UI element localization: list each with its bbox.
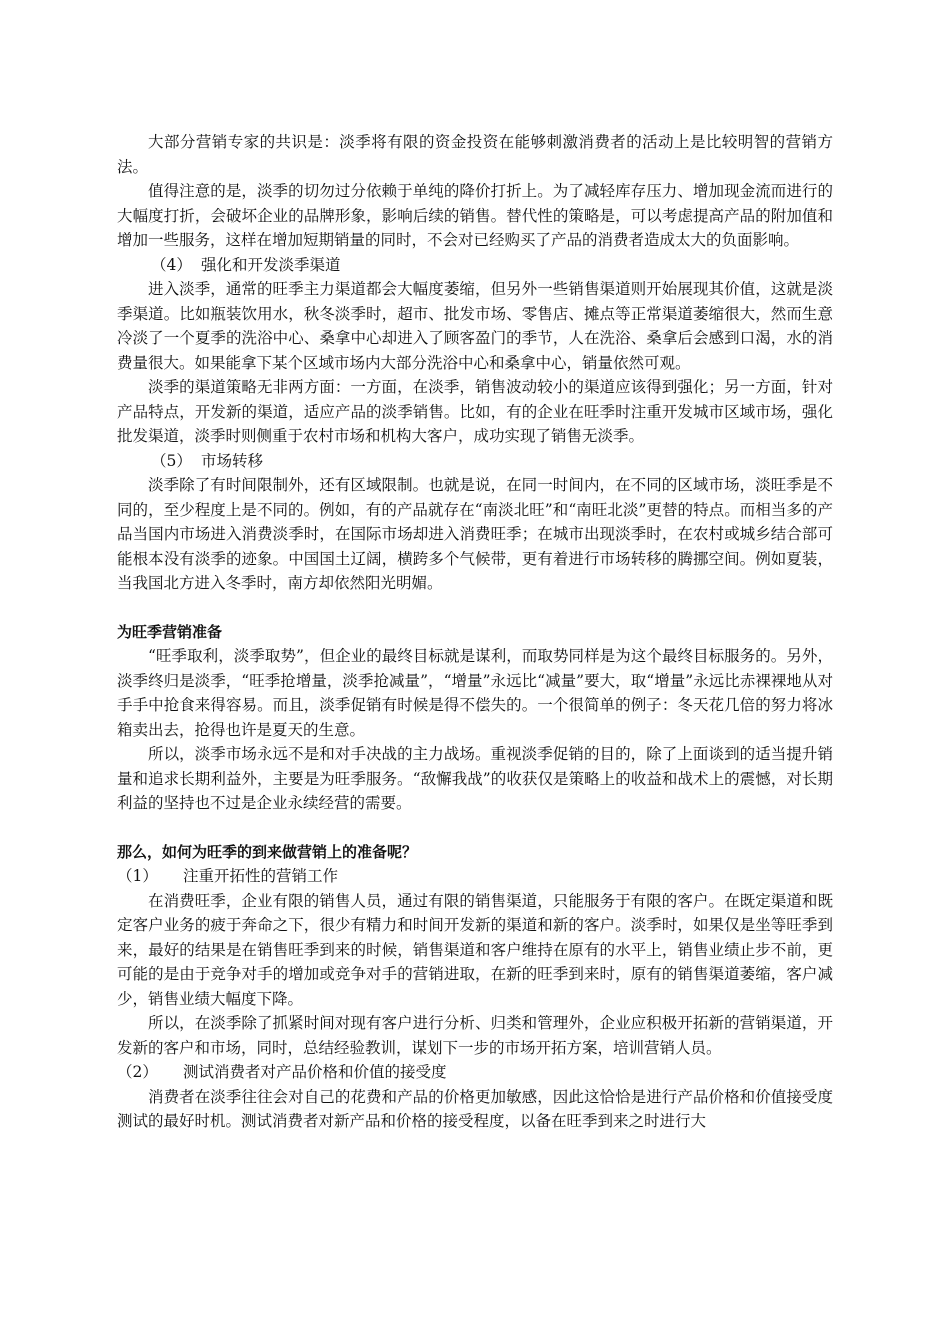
section-number: （2）	[117, 1063, 158, 1081]
section-number: （4）	[151, 255, 192, 274]
heading-how-to-prepare: 那么，如何为旺季的到来做营销上的准备呢？	[117, 842, 418, 861]
paragraph-discount-warning: 值得注意的是，淡季的切勿过分依赖于单纯的降价打折上。为了减轻库存压力、增加现金流而进行的大幅度打折，会破坏企业的品牌形象，影响后续的销售。替代性的策略是，可以考虑提高产品的附加值和增加一些服务，这样在增加短期销量的同时，不会对已经购买了产品的消费者造成太大的负面影响。	[117, 182, 833, 249]
document-page	[117, 130, 833, 1134]
paragraph-offseason-channels: 进入淡季，通常的旺季主力渠道都会大幅度萎缩，但另外一些销售渠道则开始展现其价值，这就是淡季渠道。比如瓶装饮用水，秋冬淡季时，超市、批发市场、零售店、摊点等正常渠道萎缩很大，然而生意冷淡了一个夏季的洗浴中心、桑拿中心却进入了顾客盈门的季节，人在洗浴、桑拿后会感到口渴，水的消费量很大。如果能拿下某个区域市场内大部分洗浴中心和桑拿中心，销量依然可观。	[117, 280, 833, 372]
paragraph-peak-profit: “旺季取利，淡季取势”，但企业的最终目标就是谋利，而取势同样是为这个最终目标服务的。另外，淡季终归是淡季，“旺季抢增量，淡季抢减量”，“增量”永远比“减量”要大，取“增量”永远比赤裸裸地从对手手中抢食来得容易。而且，淡季促销有时候是得不偿失的。一个很简单的例子：冬天花几倍的努力将冰箱卖出去，抢得也许是夏天的生意。	[117, 647, 833, 739]
paragraph-develop-channels: 所以，在淡季除了抓紧时间对现有客户进行分析、归类和管理外，企业应积极开拓新的营销渠道，开发新的客户和市场，同时，总结经验教训，谋划下一步的市场开拓方案，培训营销人员。	[117, 1014, 833, 1057]
paragraph-price-testing: 消费者在淡季往往会对自己的花费和产品的价格更加敏感，因此这恰恰是进行产品价格和价值接受度测试的最好时机。测试消费者对新产品和价格的接受程度，以备在旺季到来之时进行大	[117, 1087, 833, 1130]
section-title: 市场转移	[201, 451, 264, 470]
paragraph-expert-consensus: 大部分营销专家的共识是：淡季将有限的资金投资在能够刺激消费者的活动上是比较明智的营销方法。	[117, 133, 833, 176]
paragraph-channel-strategy: 淡季的渠道策略无非两方面：一方面，在淡季，销售波动较小的渠道应该得到强化；另一方面，针对产品特点，开发新的渠道，适应产品的淡季销售。比如，有的企业在旺季时注重开发城市区域市场，强化批发渠道，淡季时则侧重于农村市场和机构大客户，成功实现了销售无淡季。	[117, 378, 833, 445]
subsection-heading-2	[117, 1060, 833, 1085]
section-heading-5	[117, 449, 833, 474]
paragraph-market-shift: 淡季除了有时间限制外，还有区域限制。也就是说，在同一时间内，在不同的区域市场，淡旺季是不同的，至少程度上是不同的。例如，有的产品就存在“南淡北旺”和“南旺北淡”更替的特点。而相当多的产品当国内市场进入消费淡季时，在国际市场却进入消费旺季；在城市出现淡季时，在农村或城乡结合部可能根本没有淡季的迹象。中国国土辽阔，横跨多个气候带，更有着进行市场转移的腾挪空间。例如夏装，当我国北方进入冬季时，南方却依然阳光明媚。	[117, 476, 833, 592]
section-title: 注重开拓性的营销工作	[183, 867, 339, 885]
spacer	[117, 816, 833, 840]
spacer	[117, 596, 833, 620]
heading-peak-season-prep: 为旺季营销准备	[117, 622, 223, 641]
section-number: （1）	[117, 867, 158, 885]
section-title: 强化和开发淡季渠道	[201, 255, 341, 274]
section-number: （5）	[151, 451, 192, 470]
paragraph-main-battlefield: 所以，淡季市场永远不是和对手决战的主力战场。重视淡季促销的目的，除了上面谈到的适当提升销量和追求长期利益外，主要是为旺季服务。“敌懈我战”的收获仅是策略上的收益和战术上的震憾，对长期利益的坚持也不过是企业永续经营的需要。	[117, 745, 833, 812]
section-title: 测试消费者对产品价格和价值的接受度	[183, 1063, 447, 1081]
subsection-heading-1	[117, 864, 833, 889]
paragraph-peak-season-limits: 在消费旺季，企业有限的销售人员，通过有限的销售渠道，只能服务于有限的客户。在既定渠道和既定客户业务的疲于奔命之下，很少有精力和时间开发新的渠道和新的客户。淡季时，如果仅是坐等旺季到来，最好的结果是在销售旺季到来的时候，销售渠道和客户维持在原有的水平上，销售业绩止步不前，更可能的是由于竞争对手的增加或竞争对手的营销进取，在新的旺季到来时，原有的销售渠道萎缩，客户减少，销售业绩大幅度下降。	[117, 891, 833, 1008]
section-heading-4	[117, 253, 833, 278]
